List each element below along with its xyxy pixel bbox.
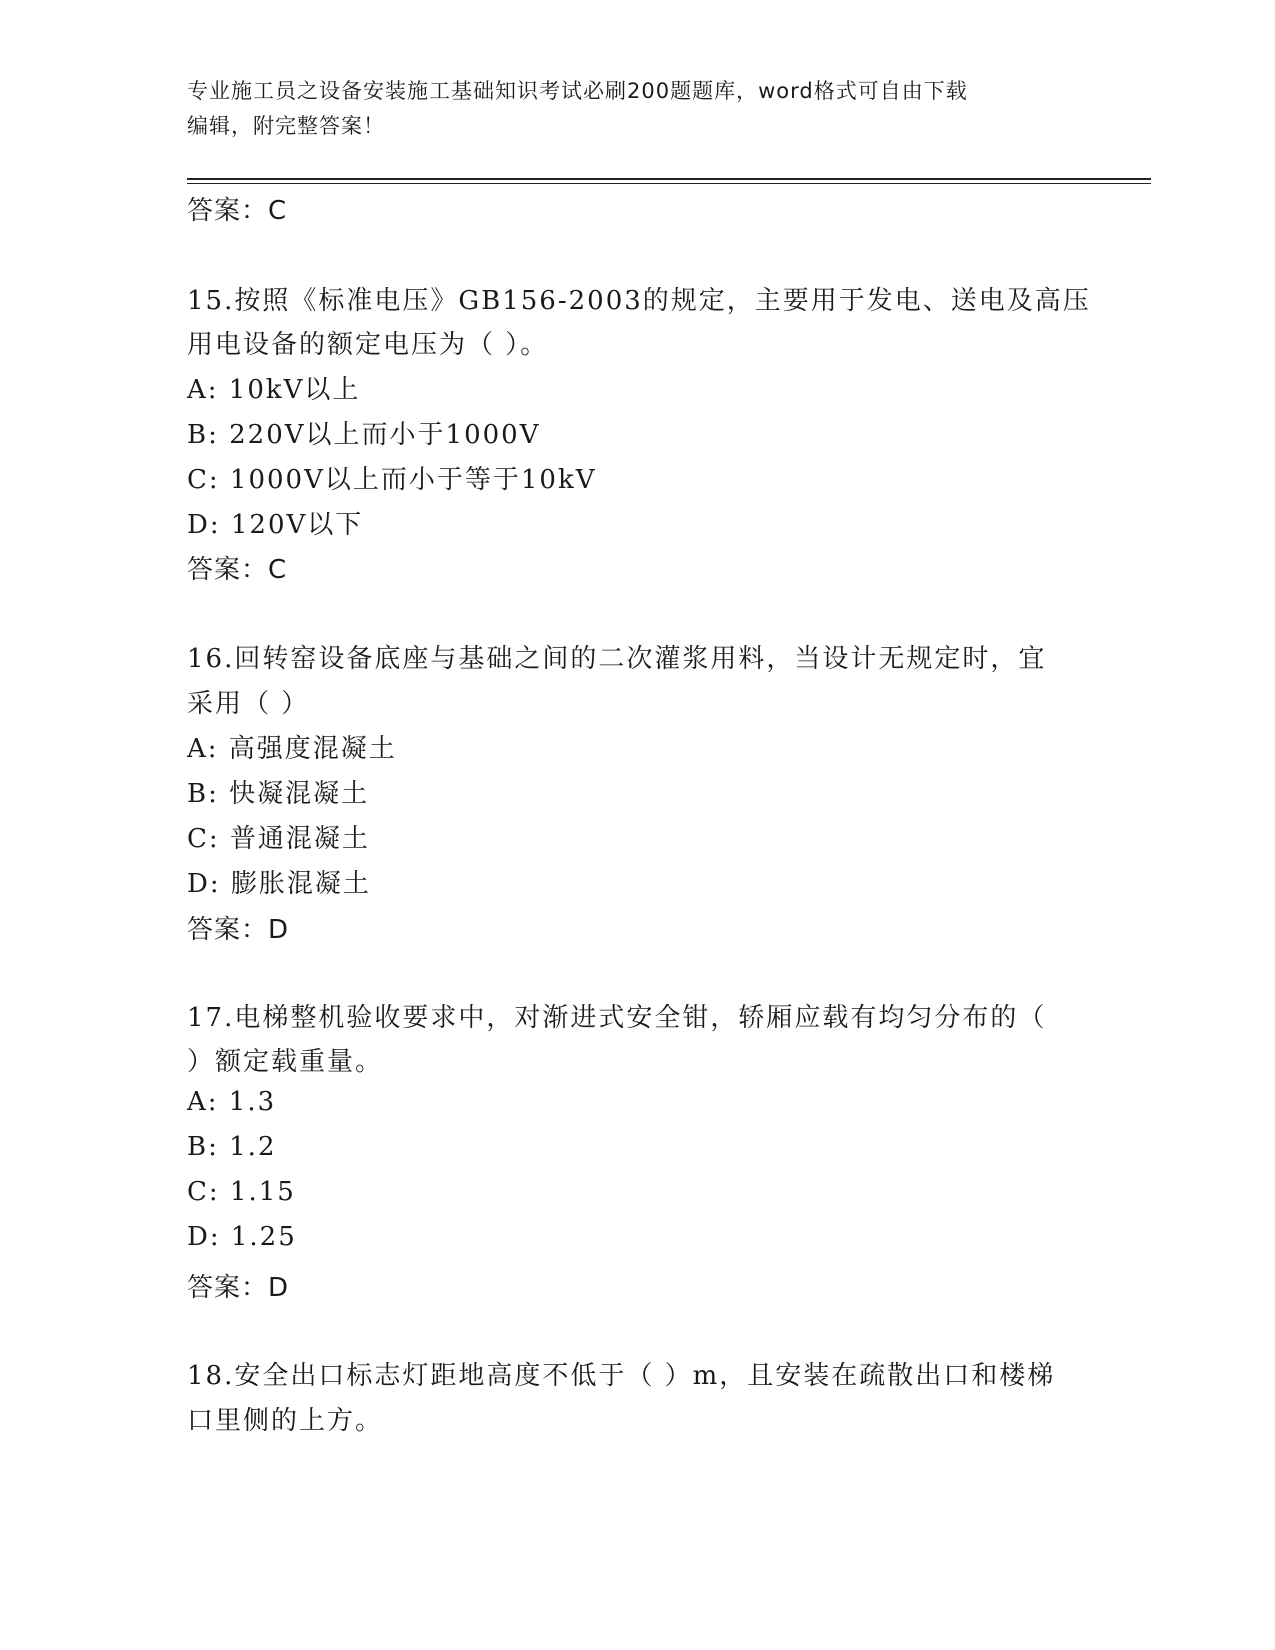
answer-prev: 答案：C	[187, 196, 288, 226]
question-15-option-d: D: 120V以下	[187, 510, 364, 540]
question-16-answer: 答案：D	[187, 915, 290, 945]
question-16-option-b: B: 快凝混凝土	[187, 779, 370, 809]
question-15-option-a: A: 10kV以上	[187, 375, 361, 405]
question-16-option-c: C: 普通混凝土	[187, 824, 370, 854]
question-15-line-2: 用电设备的额定电压为（ ）。	[187, 330, 549, 360]
question-16-option-a: A: 高强度混凝土	[187, 734, 397, 764]
question-17-option-a: A: 1.3	[187, 1087, 277, 1117]
question-17-answer: 答案：D	[187, 1273, 290, 1303]
question-15-option-b: B: 220V以上而小于1000V	[187, 420, 541, 450]
question-17-line-2: ）额定载重量。	[187, 1047, 384, 1077]
document-header	[187, 74, 1087, 144]
question-16-line-1: 16.回转窑设备底座与基础之间的二次灌浆用料，当设计无规定时，宜	[187, 644, 1047, 674]
header-rule-thin	[187, 183, 1151, 184]
question-15-line-1: 15.按照《标准电压》GB156-2003的规定，主要用于发电、送电及高压	[187, 286, 1091, 316]
question-18-line-1: 18.安全出口标志灯距地高度不低于（ ）m，且安装在疏散出口和楼梯	[187, 1361, 1056, 1391]
header-line-1: 专业施工员之设备安装施工基础知识考试必刷200题题库，word格式可自由下载	[187, 79, 968, 103]
question-17-option-c: C: 1.15	[187, 1177, 296, 1207]
question-15-option-c: C: 1000V以上而小于等于10kV	[187, 465, 597, 495]
question-16-option-d: D: 膨胀混凝土	[187, 869, 371, 899]
question-17-line-1: 17.电梯整机验收要求中，对渐进式安全钳，轿厢应载有均匀分布的（	[187, 1003, 1047, 1033]
question-17-option-d: D: 1.25	[187, 1222, 297, 1252]
header-rule-thick	[187, 178, 1151, 180]
question-17-option-b: B: 1.2	[187, 1132, 277, 1162]
header-line-2: 编辑，附完整答案！	[187, 114, 385, 138]
question-15-answer: 答案：C	[187, 555, 288, 585]
question-16-line-2: 采用（ ）	[187, 689, 310, 719]
question-18-line-2: 口里侧的上方。	[187, 1406, 384, 1436]
